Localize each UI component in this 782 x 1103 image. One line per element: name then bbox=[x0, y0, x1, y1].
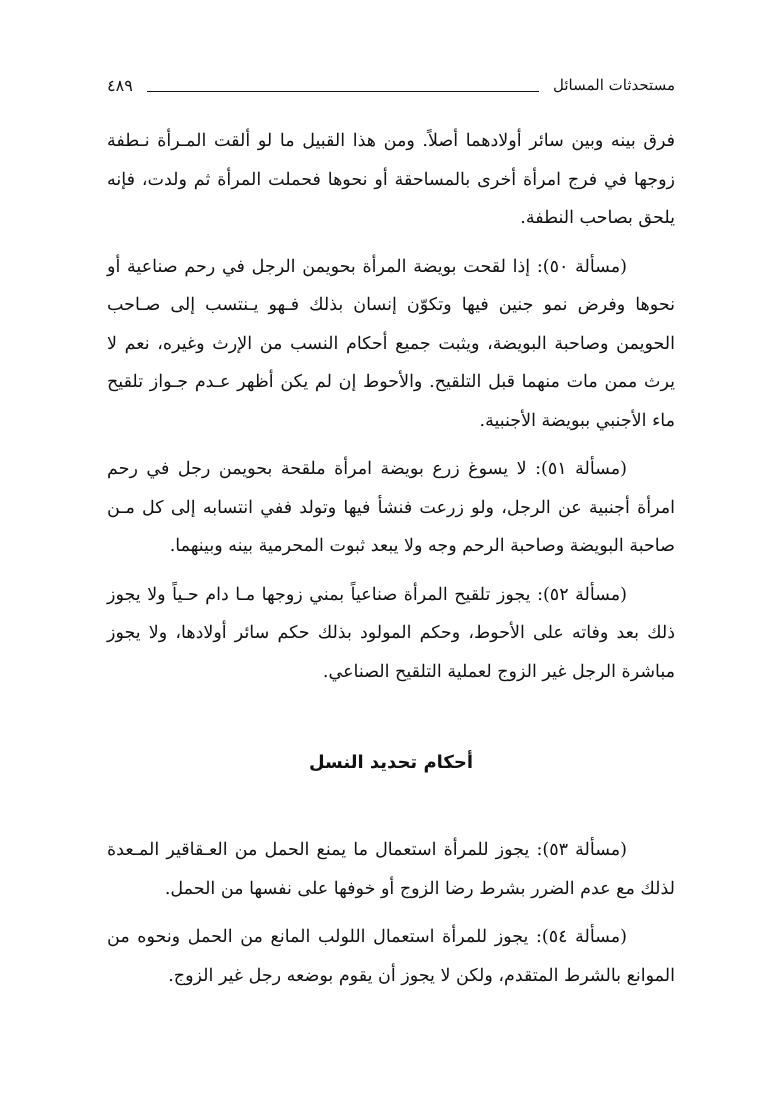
body-text bbox=[107, 122, 675, 1005]
section-heading: أحكام تحديد النسل bbox=[308, 752, 474, 773]
paragraph-masala-50: (مسألة ٥٠): إذا لقحت بويضة المرأة بحويمن الرجل في رحم صناعية أو نحوها وفرض نمو جنين فيها وتكوّن إنسان بذلك فـهو يـنتسب إلى صـاحب الحويمن وصاحبة البويضة، ويثبت جميع أحكام النسب من الإرث وغيره، نعم لا يرث ممن مات منهما قبل التلقيح. والأحوط إن لم يكن أظهر عـدم جـواز تلقيح ماء الأجنبي ببويضة الأجنبية. bbox=[107, 256, 675, 431]
paragraph-masala-51: (مسألة ٥١): لا يسوغ زرع بويضة امرأة ملقحة بحويمن رجل في رحم امرأة أجنبية عن الرجل، ولو زرعت فنشأ فيها وتولد ففي انتسابه إلى كل مـن صاحبة البويضة وصاحبة الرحم وجه ولا يبعد ثبوت المحرمية بينه وبينهما. bbox=[107, 459, 675, 556]
paragraph-masala-54: (مسألة ٥٤): يجوز للمرأة استعمال اللولب المانع من الحمل ونحوه من الموانع بالشرط المتقدم، ولكن لا يجوز أن يقوم بوضعه رجل غير الزوج. bbox=[107, 927, 675, 986]
paragraph-masala-53: (مسألة ٥٣): يجوز للمرأة استعمال ما يمنع الحمل من العـقاقير المـعدة لذلك مع عدم الضرر بشرط رضا الزوج أو خوفها على نفسها من الحمل. bbox=[107, 840, 675, 899]
paragraph-continuation: فرق بينه وبين سائر أولادهما أصلاً. ومن هذا القبيل ما لو ألقت المـرأة نـطفة زوجها في فرج امرأة أخرى بالمساحقة أو نحوها فحملت المرأة ثم ولدت، فإنه يلحق بصاحب النطفة. bbox=[107, 131, 675, 228]
header-rule bbox=[147, 91, 539, 92]
header-title: مستحدثات المسائل bbox=[552, 76, 675, 94]
paragraph-masala-52: (مسألة ٥٢): يجوز تلقيح المرأة صناعياً بمني زوجها مـا دام حـياً ولا يجوز ذلك بعد وفاته على الأحوط، وحكم المولود بذلك حكم سائر أولادها، ولا يجوز مباشرة الرجل غير الزوج لعملية التلقيح الصناعي. bbox=[107, 584, 675, 682]
page-number: ٤٨٩ bbox=[107, 75, 133, 95]
running-header bbox=[107, 70, 675, 100]
